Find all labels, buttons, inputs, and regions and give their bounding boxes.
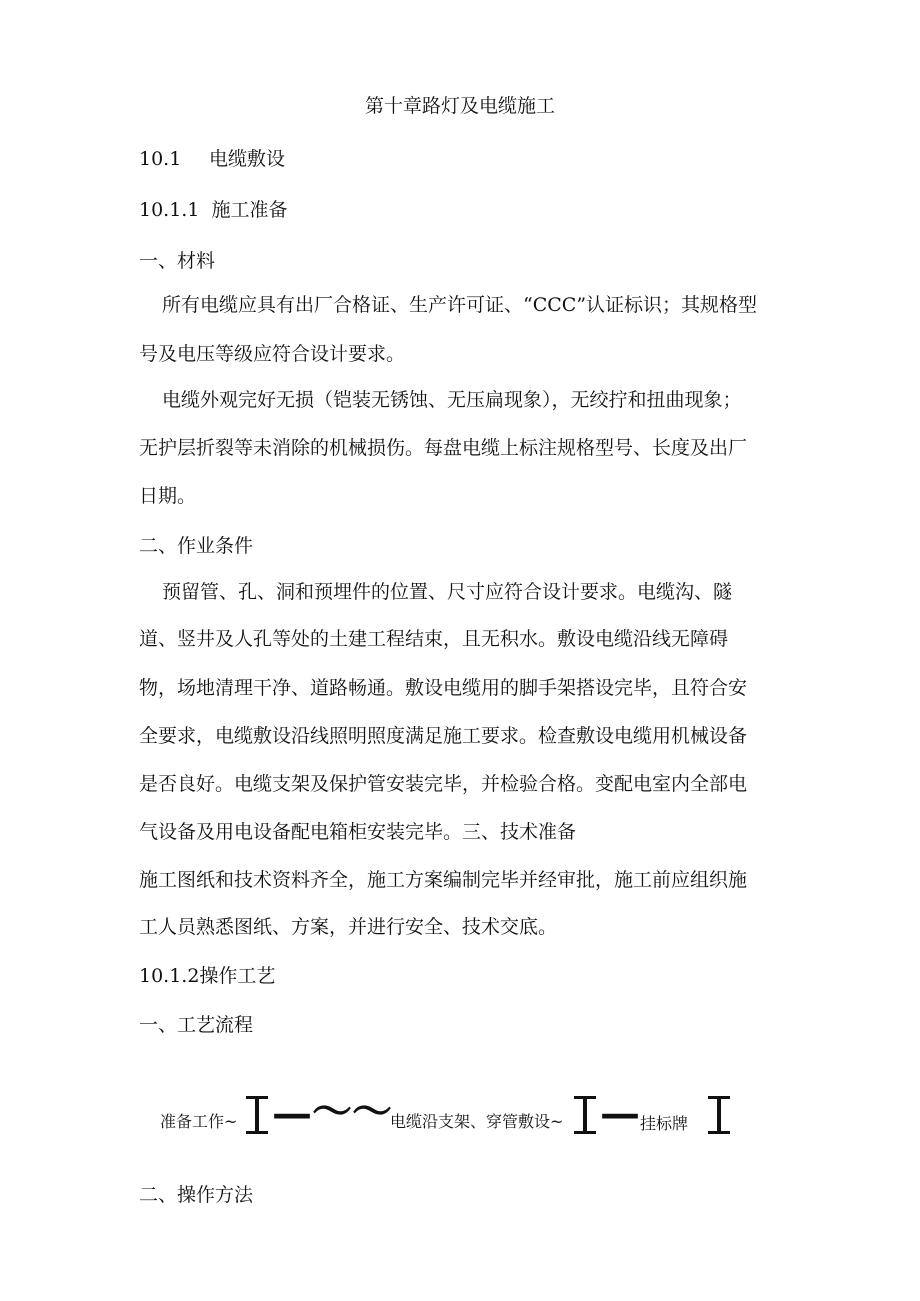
- flow-dash: —: [600, 1090, 640, 1137]
- flow-step-prepare: 准备工作~: [160, 1112, 238, 1131]
- section-title: 施工准备: [211, 199, 288, 221]
- flow-tilde: ～～: [312, 1088, 392, 1135]
- heading-method: 二、操作方法: [139, 1184, 254, 1206]
- section-10-1-1: [139, 198, 288, 222]
- paragraph-line: 施工图纸和技术资料齐全，施工方案编制完毕并经审批，施工前应组织施: [139, 869, 748, 891]
- i-beam-icon: [246, 1096, 268, 1134]
- flow-dash: —: [272, 1090, 312, 1137]
- section-title: 电缆敷设: [209, 148, 286, 170]
- heading-process-flow: 一、工艺流程: [139, 1014, 254, 1036]
- paragraph-line: 日期。: [139, 485, 197, 507]
- paragraph-line: 气设备及用电设备配电箱柜安装完毕。三、技术准备: [139, 821, 577, 843]
- flow-step-tag: 挂标牌: [640, 1114, 689, 1133]
- paragraph-line: 号及电压等级应符合设计要求。: [139, 343, 406, 365]
- section-10-1: [139, 147, 285, 171]
- paragraph-line: 全要求，电缆敷设沿线照明照度满足施工要求。检查敷设电缆用机械设备: [139, 725, 748, 747]
- paragraph-line: 预留管、孔、洞和预埋件的位置、尺寸应符合设计要求。电缆沟、隧: [162, 581, 733, 603]
- paragraph-line: 工人员熟悉图纸、方案，并进行安全、技术交底。: [139, 916, 558, 938]
- heading-conditions: 二、作业条件: [139, 535, 254, 557]
- section-number: 10.1: [139, 148, 182, 170]
- paragraph-line: 物，场地清理干净、道路畅通。敷设电缆用的脚手架搭设完毕，且符合安: [139, 677, 748, 699]
- process-flow-diagram: [160, 1088, 800, 1137]
- paragraph-line: 无护层折裂等未消除的机械损伤。每盘电缆上标注规格型号、长度及出厂: [139, 437, 748, 459]
- paragraph-line: 所有电缆应具有出厂合格证、生产许可证、“CCC”认证标识；其规格型: [162, 294, 758, 316]
- paragraph-line: 道、竖井及人孔等处的土建工程结束，且无积水。敷设电缆沿线无障碍: [139, 628, 729, 650]
- heading-materials: 一、材料: [139, 250, 216, 272]
- flow-step-laying: 电缆沿支架、穿管敷设~: [390, 1112, 564, 1131]
- page-title: 第十章路灯及电缆施工: [364, 95, 555, 117]
- i-beam-icon: [574, 1096, 596, 1134]
- section-10-1-2: 10.1.2操作工艺: [139, 965, 276, 987]
- i-beam-icon: [708, 1096, 730, 1134]
- section-number: 10.1.1: [139, 199, 200, 221]
- paragraph-line: 电缆外观完好无损（铠装无锈蚀、无压扁现象），无绞拧和扭曲现象；: [162, 389, 742, 411]
- paragraph-line: 是否良好。电缆支架及保护管安装完毕，并检验合格。变配电室内全部电: [139, 773, 748, 795]
